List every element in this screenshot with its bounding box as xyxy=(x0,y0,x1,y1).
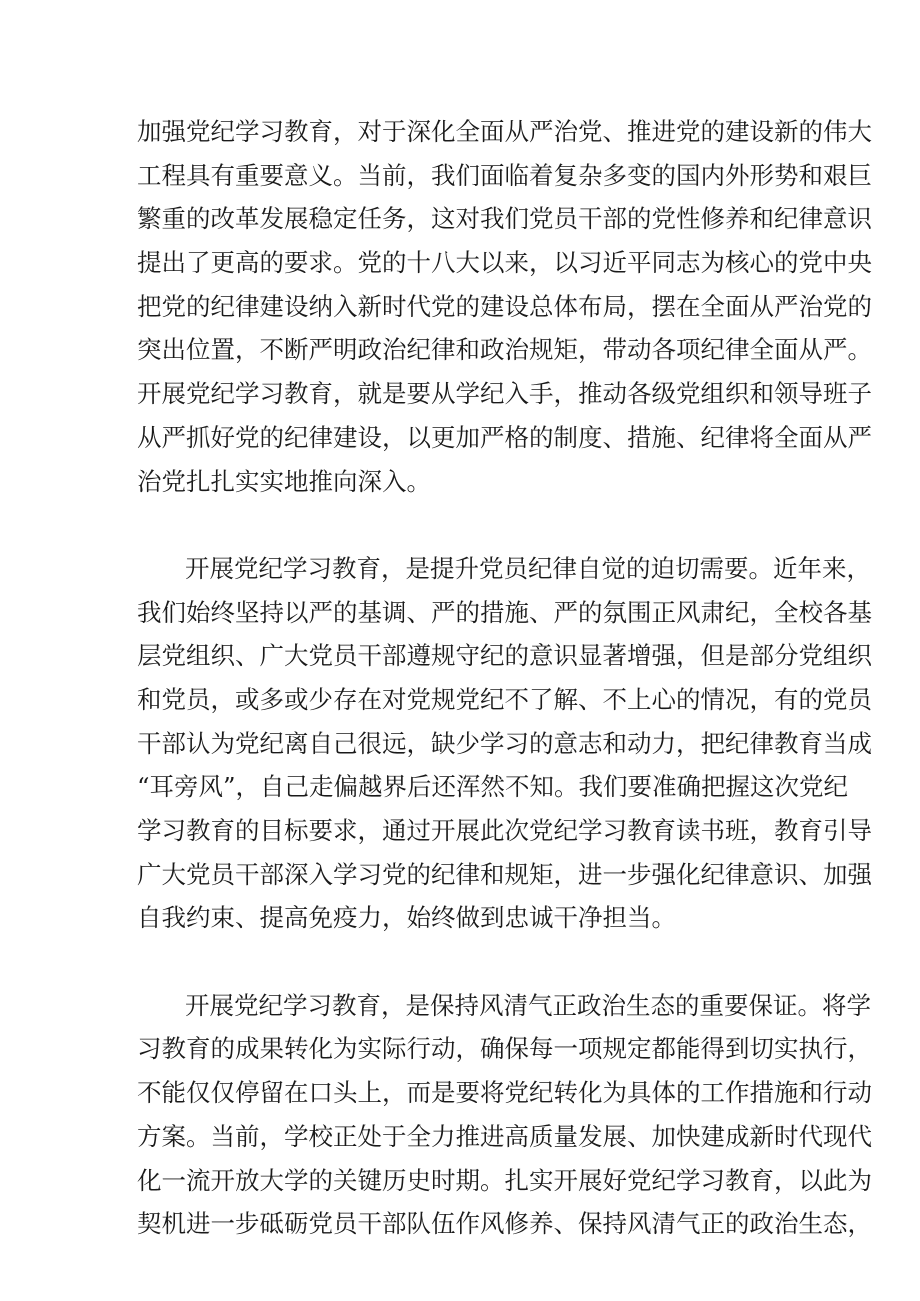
text-line: “耳旁风”，自己走偏越界后还浑然不知。我们要准确把握这次党纪 xyxy=(137,772,849,802)
paragraph-1 xyxy=(137,110,872,503)
text-line: 层党组织、广大党员干部遵规守纪的意识显著增强，但是部分党组织 xyxy=(137,641,872,671)
text-line: 和党员，或多或少存在对党规党纪不了解、不上心的情况，有的党员 xyxy=(137,684,872,714)
text-line: 开展党纪学习教育，就是要从学纪入手，推动各级党组织和领导班子 xyxy=(137,379,872,409)
paragraph-2 xyxy=(137,547,872,940)
text-line: 开展党纪学习教育，是提升党员纪律自觉的迫切需要。近年来， xyxy=(185,553,871,583)
text-line: 化一流开放大学的关键历史时期。扎实开展好党纪学习教育，以此为 xyxy=(137,1165,872,1195)
paragraph-gap xyxy=(137,503,787,547)
text-line: 提出了更高的要求。党的十八大以来，以习近平同志为核心的党中央 xyxy=(137,248,872,278)
document-body xyxy=(137,110,872,1246)
text-line: 加强党纪学习教育，对于深化全面从严治党、推进党的建设新的伟大 xyxy=(137,117,872,146)
text-line: 自我约束、提高免疫力，始终做到忠诚干净担当。 xyxy=(137,903,676,933)
text-line: 工程具有重要意义。当前，我们面临着复杂多变的国内外形势和艰巨 xyxy=(137,160,872,190)
paragraph-gap xyxy=(137,940,787,984)
text-line: 契机进一步砥砺党员干部队伍作风修养、保持风清气正的政治生态， xyxy=(137,1209,872,1239)
text-line: 从严抓好党的纪律建设，以更加严格的制度、措施、纪律将全面从严 xyxy=(137,422,872,452)
text-line: 我们始终坚持以严的基调、严的措施、严的氛围正风肃纪，全校各基 xyxy=(137,597,872,627)
text-line: 繁重的改革发展稳定任务，这对我们党员干部的党性修养和纪律意识 xyxy=(137,204,872,234)
text-line: 习教育的成果转化为实际行动，确保每一项规定都能得到切实执行， xyxy=(137,1034,872,1064)
text-line: 治党扎扎实实地推向深入。 xyxy=(137,466,431,496)
text-line: 学习教育的目标要求，通过开展此次党纪学习教育读书班，教育引导 xyxy=(137,816,872,845)
paragraph-3 xyxy=(137,984,872,1246)
text-line: 干部认为党纪离自己很远，缺少学习的意志和动力，把纪律教育当成 xyxy=(137,728,872,758)
text-line: 方案。当前，学校正处于全力推进高质量发展、加快建成新时代现代 xyxy=(137,1121,872,1151)
text-line: 广大党员干部深入学习党的纪律和规矩，进一步强化纪律意识、加强 xyxy=(137,859,872,889)
text-line: 把党的纪律建设纳入新时代党的建设总体布局，摆在全面从严治党的 xyxy=(137,291,872,321)
text-line: 不能仅仅停留在口头上，而是要将党纪转化为具体的工作措施和行动 xyxy=(137,1078,872,1108)
text-line: 突出位置，不断严明政治纪律和政治规矩，带动各项纪律全面从严。 xyxy=(137,335,872,365)
text-line: 开展党纪学习教育，是保持风清气正政治生态的重要保证。将学 xyxy=(185,990,871,1020)
